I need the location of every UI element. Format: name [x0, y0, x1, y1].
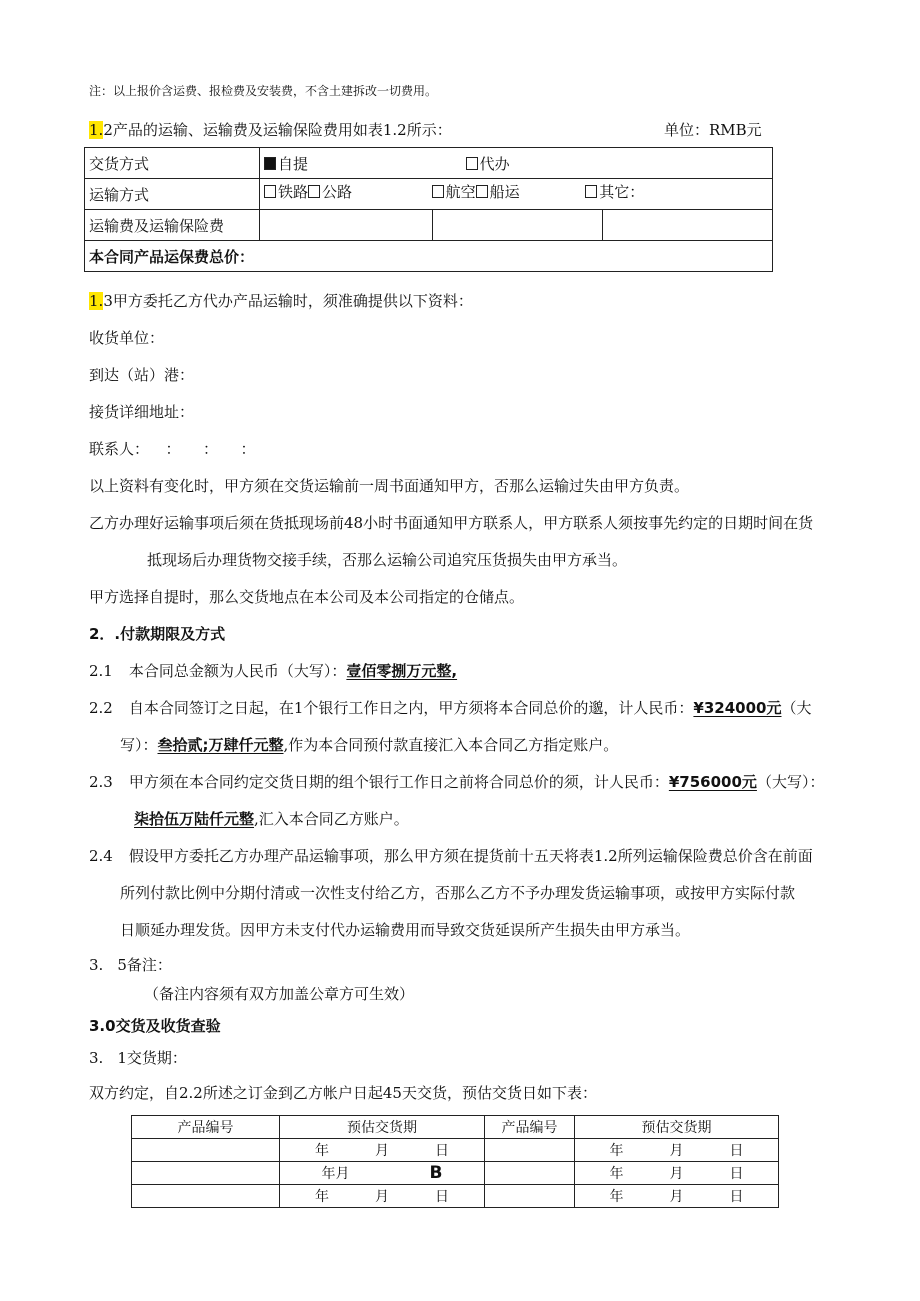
delivery-agreement-text: 双方约定，自2.2所述之订金到乙方帐户日起45天交货，预估交货日如下表：	[89, 1084, 597, 1102]
clause-2-3-cont	[134, 808, 409, 829]
checkbox-icon	[308, 185, 320, 198]
clause-3-1	[89, 1047, 187, 1068]
clause-text: 假设甲方委托乙方办理产品运输事项，那么甲方须在提货前十五天将表1.2所列运输保险费总价含在前面	[128, 847, 813, 865]
clause-text: 写）：	[120, 736, 158, 754]
date-cell[interactable]: 年 月 日	[575, 1185, 779, 1208]
section-number: 1.	[89, 292, 104, 310]
delivery-schedule-table	[131, 1115, 779, 1208]
contact-field	[89, 438, 256, 459]
checkbox-icon	[476, 185, 488, 198]
transport-method-options	[260, 179, 773, 210]
balance-amount-words: 柒拾伍万陆仟元整	[134, 810, 255, 828]
checkbox-icon	[264, 185, 276, 198]
price-note: 注：以上报价含运费、报检费及安装费，不含土建拆改一切费用。	[89, 84, 438, 98]
date-cell[interactable]: 年 月 日	[575, 1162, 779, 1185]
contact-colon: ：	[240, 440, 256, 458]
clause-text: 甲方须在本合同约定交货日期的组个银行工作日之前将合同总价的须，计人民币：	[128, 773, 669, 791]
total-freight-label: 本合同产品运保费总价：	[85, 241, 773, 272]
clause-text: 本合同总金额为人民币（大写）：	[128, 662, 347, 680]
clause-text: 自本合同签订之日起，在1个银行工作日之内，甲方须将本合同总价的邈，计人民币：	[128, 699, 694, 717]
receiver-field: 收货单位：	[89, 329, 165, 347]
freight-cell-3[interactable]	[603, 210, 773, 241]
paragraph-transport-notice: 乙方办理好运输事项后须在货抵现场前48小时书面通知甲方联系人，甲方联系人须按事先约定的日期时间在货	[89, 514, 814, 532]
contact-label: 联系人：	[89, 440, 142, 458]
prepayment-amount-words: 叁拾贰;万肆仟元整	[157, 736, 284, 754]
checkbox-checked-icon	[264, 157, 276, 170]
road-option[interactable]: 公路	[308, 183, 352, 201]
clause-2-4-line3: 日顺延办理发货。因甲方未支付代办运输费用而导致交货延误所产生损失由甲方承当。	[120, 921, 691, 939]
clause-number: 2.3	[89, 773, 113, 791]
address-field: 接货详细地址：	[89, 403, 195, 421]
contact-colon: ：	[165, 440, 174, 458]
checkbox-icon	[432, 185, 444, 198]
paragraph-transport-notice-cont: 抵现场后办理货物交接手续，否那么运输公司追究压货损失由甲方承当。	[147, 551, 628, 569]
clause-2-2	[89, 697, 812, 718]
remarks-note: （备注内容须有双方加盖公章方可生效）	[144, 985, 415, 1003]
date-cell[interactable]: 年 月 日	[280, 1185, 485, 1208]
product-no-cell[interactable]	[485, 1162, 575, 1185]
freight-insurance-label: 运输费及运输保险费	[85, 210, 260, 241]
header-est-delivery: 预估交货期	[280, 1116, 485, 1139]
header-product-no: 产品编号	[132, 1116, 280, 1139]
clause-text: 1交货期：	[117, 1049, 187, 1067]
product-no-cell[interactable]	[132, 1185, 280, 1208]
clause-text: 5备注：	[117, 956, 172, 974]
balance-amount: ¥756000元	[668, 773, 757, 791]
clause-2-1	[89, 660, 457, 681]
agent-option[interactable]: 代办	[466, 155, 510, 173]
contact-colon: ：	[203, 440, 211, 458]
unit-label: 单位：RMB元	[664, 121, 762, 139]
section-number: 1.	[89, 121, 104, 139]
header-product-no-2: 产品编号	[485, 1116, 575, 1139]
clause-number: 2.1	[89, 662, 113, 680]
self-pickup-option[interactable]: 自提	[264, 155, 308, 173]
paragraph-self-pickup: 甲方选择自提时，那么交货地点在本公司及本公司指定的仓储点。	[89, 588, 525, 606]
delivery-method-options	[260, 148, 773, 179]
clause-text-after: ,作为本合同预付款直接汇入本合同乙方指定账户。	[283, 736, 619, 754]
air-option[interactable]: 航空	[432, 183, 476, 201]
clause-text-after: （大	[781, 699, 812, 717]
ship-option[interactable]: 船运	[476, 183, 520, 201]
product-no-cell[interactable]	[485, 1139, 575, 1162]
clause-text-after: （大写）：	[756, 773, 825, 791]
section-number-suffix: 2	[103, 121, 113, 139]
product-no-cell[interactable]	[485, 1185, 575, 1208]
section-number-suffix: 3	[103, 292, 113, 310]
transport-method-label: 运输方式	[85, 179, 260, 210]
section-3-title: 3.0交货及收货查验	[89, 1017, 221, 1035]
clause-2-2-cont	[120, 734, 618, 755]
clause-number: 2.2	[89, 699, 113, 717]
section-text: 甲方委托乙方代办产品运输时，须准确提供以下资料：	[112, 292, 473, 310]
delivery-method-label: 交货方式	[85, 148, 260, 179]
date-cell[interactable]: 年 月 日	[575, 1139, 779, 1162]
date-cell[interactable]: 年 月 日	[280, 1139, 485, 1162]
paragraph-change-notice: 以上资料有变化时，甲方须在交货运输前一周书面通知甲方，否那么运输过失由甲方负责。	[89, 477, 690, 495]
clause-number: 3.	[89, 1049, 104, 1067]
freight-cell-2[interactable]	[433, 210, 603, 241]
checkbox-icon	[585, 185, 597, 198]
rail-option[interactable]: 铁路	[264, 183, 308, 201]
clause-text-after: ,汇入本合同乙方账户。	[254, 810, 409, 828]
clause-3-5	[89, 954, 172, 975]
shipping-table	[84, 147, 773, 272]
checkbox-icon	[466, 157, 478, 170]
other-option[interactable]: 其它：	[585, 183, 644, 201]
total-amount-words: 壹佰零捌万元整,	[346, 662, 458, 680]
section-1-3-heading	[89, 290, 473, 311]
prepayment-amount: ¥324000元	[693, 699, 782, 717]
port-field: 到达（站）港：	[89, 366, 195, 384]
product-no-cell[interactable]	[132, 1162, 280, 1185]
section-text: 产品的运输、运输费及运输保险费用如表1.2所示：	[112, 121, 452, 139]
section-1-2-heading	[89, 119, 452, 140]
clause-2-3	[89, 771, 824, 792]
header-est-delivery-2: 预估交货期	[575, 1116, 779, 1139]
freight-cell-1[interactable]	[260, 210, 433, 241]
section-2-title: 2．.付款期限及方式	[89, 625, 226, 643]
date-cell[interactable]: 年月 B	[280, 1162, 485, 1185]
clause-number: 2.4	[89, 847, 113, 865]
clause-number: 3.	[89, 956, 104, 974]
clause-2-4	[89, 845, 813, 866]
clause-2-4-line2: 所列付款比例中分期付清或一次性支付给乙方，否那么乙方不予办理发货运输事项，或按甲方实际付款	[120, 884, 796, 902]
product-no-cell[interactable]	[132, 1139, 280, 1162]
